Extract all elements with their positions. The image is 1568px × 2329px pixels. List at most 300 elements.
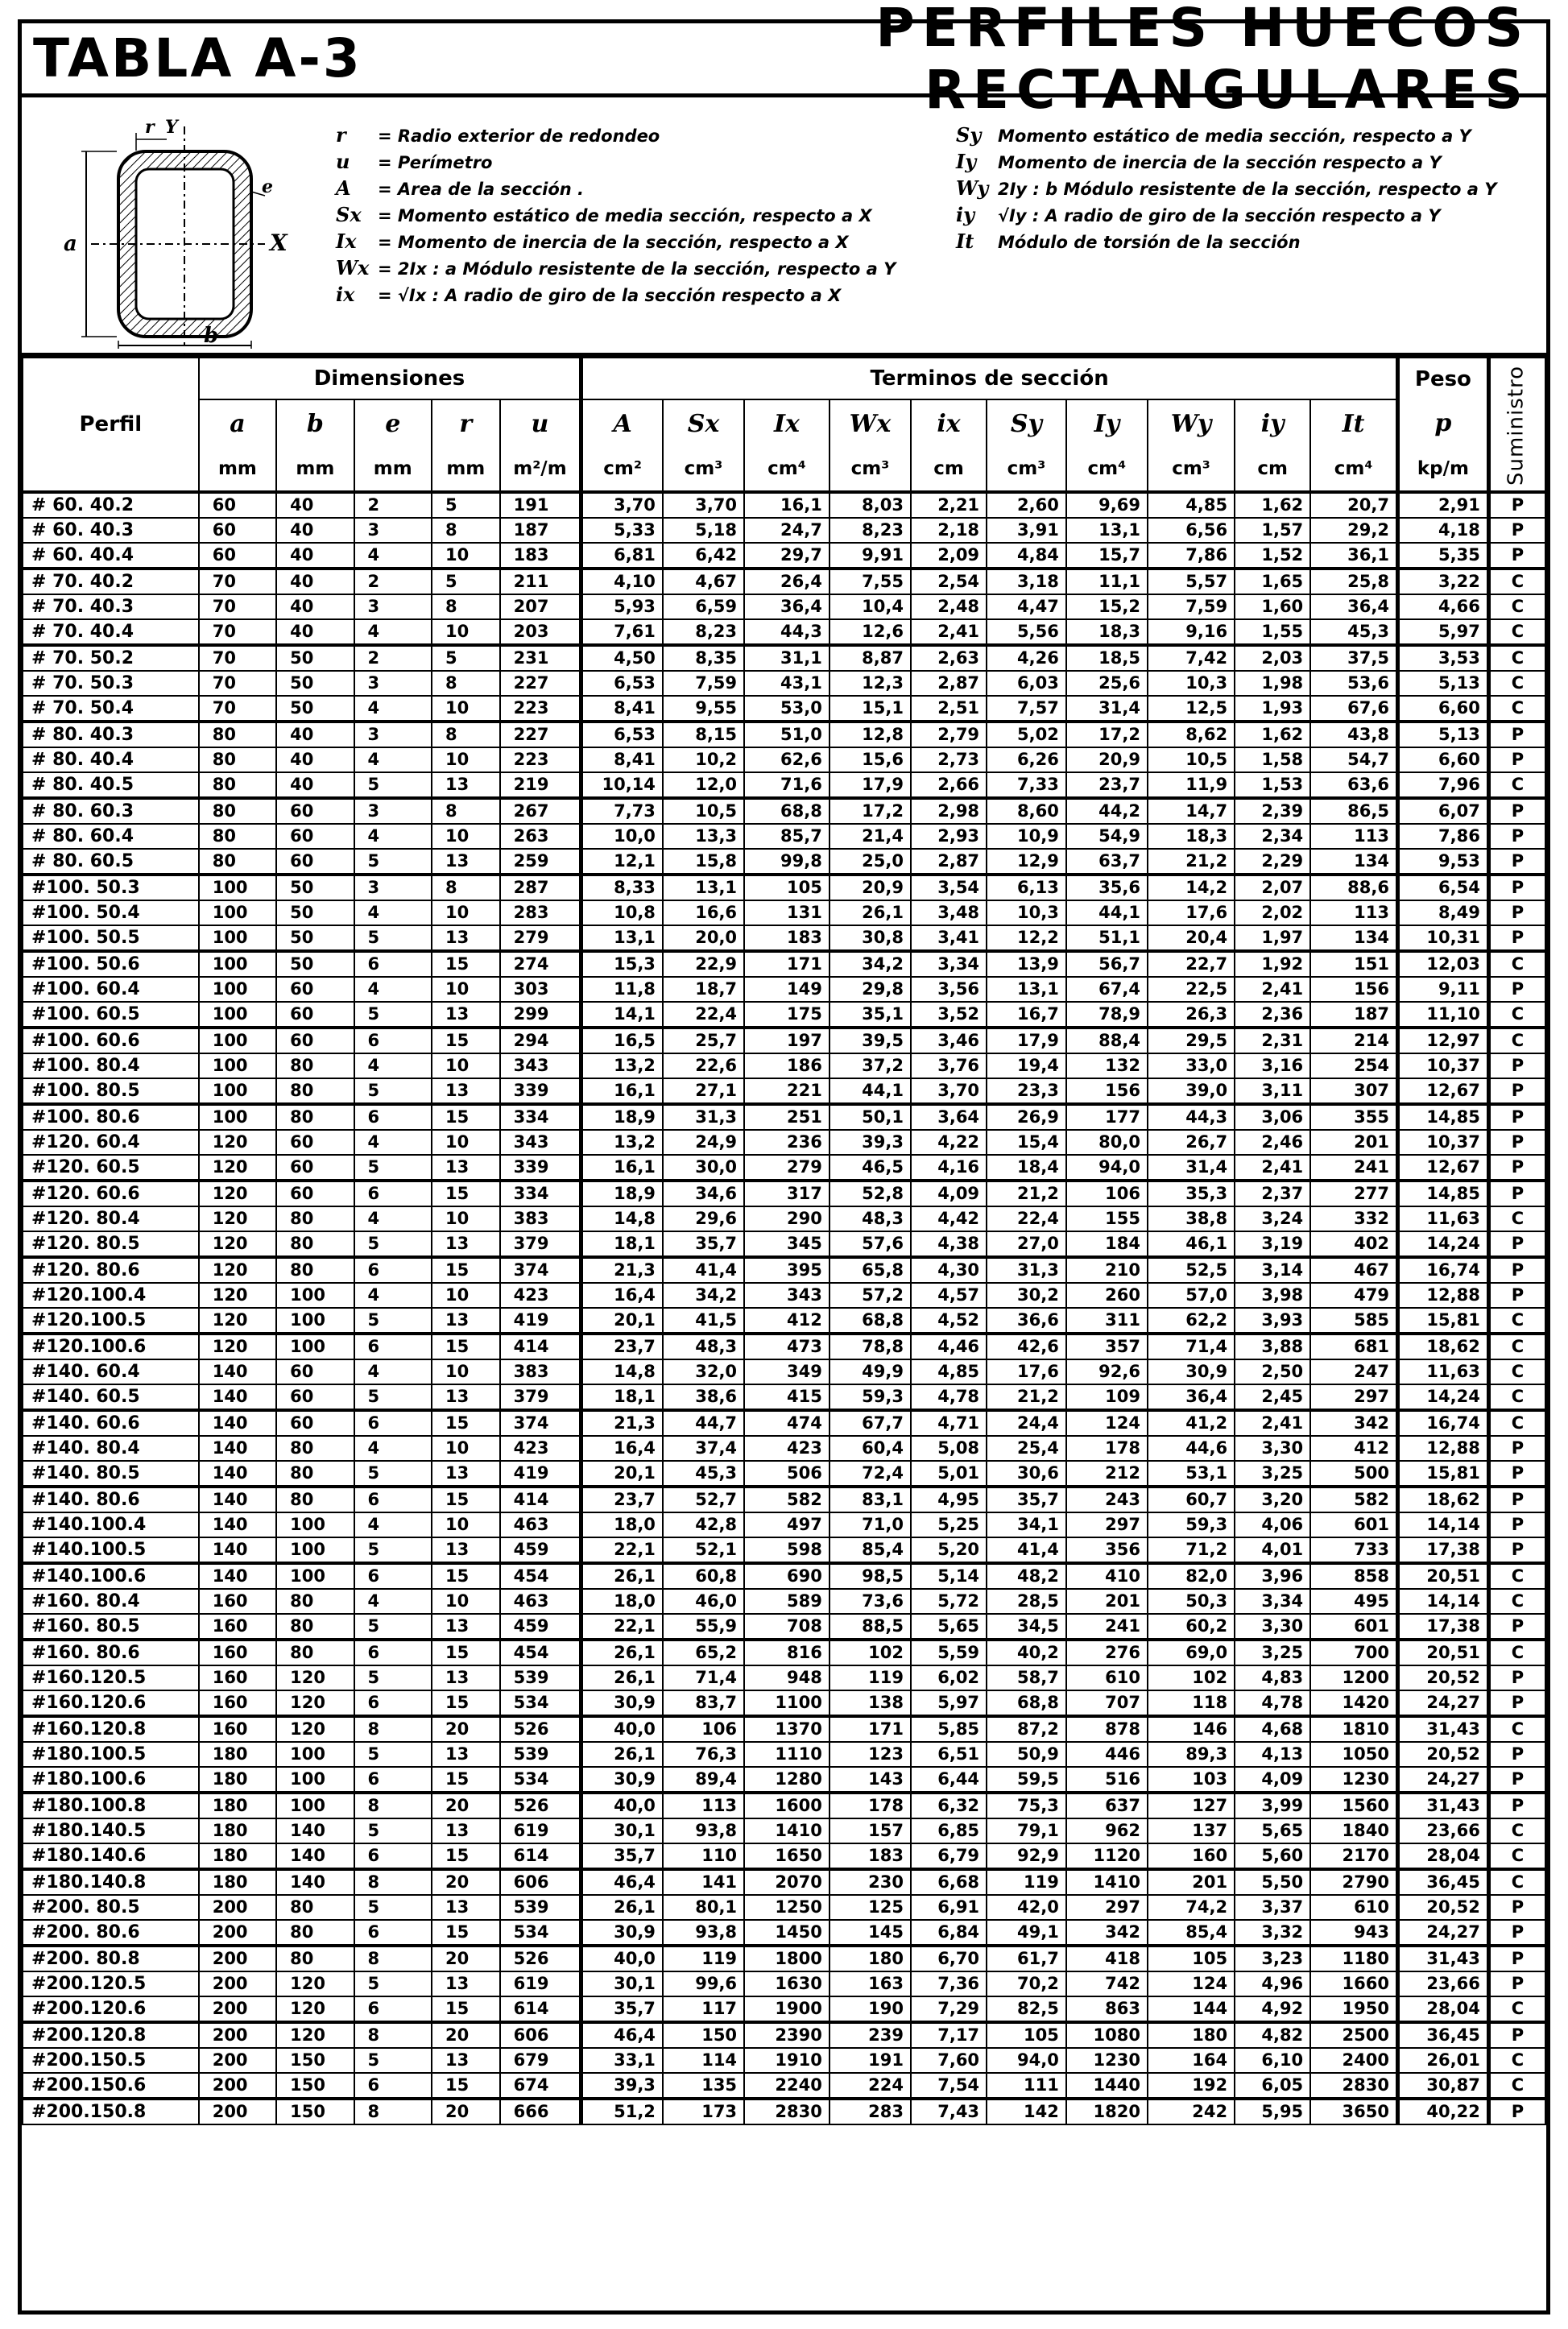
value-cell: 63,6 [1310,772,1397,798]
value-cell: 516 [1066,1767,1148,1793]
value-cell: 160 [199,1640,276,1665]
value-cell: 241 [1310,1155,1397,1181]
value-cell: 9,69 [1066,492,1148,518]
value-cell: 606 [500,2022,581,2048]
value-cell: 223 [500,696,581,722]
value-cell: 5,02 [987,722,1066,747]
value-cell: 3,52 [911,1002,987,1028]
value-cell: 54,7 [1310,747,1397,772]
value-cell: 26,1 [581,1895,663,1920]
value-cell: 4,18 [1397,518,1488,543]
supply-cell: P [1488,1971,1545,1996]
value-cell: 15 [432,1640,500,1665]
value-cell: 173 [663,2099,744,2124]
value-cell: 150 [276,2099,354,2124]
perfil-cell: #200.120.5 [23,1971,199,1996]
value-cell: 5,18 [663,518,744,543]
value-cell: 51,0 [744,722,830,747]
value-cell: 467 [1310,1257,1397,1283]
value-cell: 5 [354,1308,432,1334]
value-cell: 374 [500,1410,581,1436]
value-cell: 2,66 [911,772,987,798]
value-cell: 23,3 [987,1078,1066,1104]
table-row [23,2073,1545,2099]
value-cell: 2 [354,569,432,594]
value-cell: 140 [199,1512,276,1537]
value-cell: 145 [830,1920,911,1946]
value-cell: 5,97 [1397,619,1488,645]
value-cell: 29,2 [1310,518,1397,543]
value-cell: 211 [500,569,581,594]
legend-item: Wy 2Iy : b Módulo resistente de la sección, respecto a Y [956,176,1497,200]
value-cell: 6,53 [581,722,663,747]
value-cell: 1,92 [1235,951,1310,977]
value-cell: 3,25 [1235,1640,1310,1665]
value-cell: 4,68 [1235,1716,1310,1742]
value-cell: 283 [500,900,581,925]
value-cell: 200 [199,1920,276,1946]
value-cell: 29,8 [830,977,911,1002]
value-cell: 180 [199,1843,276,1869]
value-cell: 4 [354,1130,432,1155]
value-cell: 10 [432,1206,500,1231]
value-cell: 10 [432,1283,500,1308]
value-cell: 349 [744,1359,830,1384]
value-cell: 3,93 [1235,1308,1310,1334]
value-cell: 10,9 [987,824,1066,849]
perfil-cell: # 60. 40.3 [23,518,199,543]
perfil-cell: #180.100.5 [23,1742,199,1767]
value-cell: 6,85 [911,1818,987,1843]
value-cell: 20,9 [1066,747,1148,772]
supply-cell: P [1488,1104,1545,1130]
value-cell: 2,31 [1235,1028,1310,1053]
value-cell: 6,81 [581,543,663,569]
value-cell: 31,43 [1397,1793,1488,1818]
value-cell: 8 [354,1946,432,1971]
value-cell: 80 [199,798,276,824]
supply-cell: C [1488,2073,1545,2099]
value-cell: 59,5 [987,1767,1066,1793]
value-cell: 6,03 [987,671,1066,696]
value-cell: 8,23 [663,619,744,645]
value-cell: 10,37 [1397,1130,1488,1155]
value-cell: 120 [276,2022,354,2048]
value-cell: 40 [276,747,354,772]
value-cell: 3,34 [1235,1589,1310,1614]
supply-cell: P [1488,1053,1545,1078]
supply-cell: C [1488,1384,1545,1410]
value-cell: 5 [354,1078,432,1104]
value-cell: 40 [276,543,354,569]
value-cell: 459 [500,1537,581,1563]
value-cell: 80 [276,1946,354,1971]
value-cell: 27,0 [987,1231,1066,1257]
value-cell: 12,2 [987,925,1066,951]
value-cell: 10 [432,977,500,1002]
value-cell: 16,6 [663,900,744,925]
value-cell: 61,7 [987,1946,1066,1971]
supply-cell: C [1488,594,1545,619]
value-cell: 50 [276,900,354,925]
value-cell: 497 [744,1512,830,1537]
value-cell: 160 [199,1589,276,1614]
b-label: b [204,324,219,348]
value-cell: 43,8 [1310,722,1397,747]
value-cell: 92,9 [987,1843,1066,1869]
value-cell: 1910 [744,2048,830,2073]
value-cell: 4,38 [911,1231,987,1257]
value-cell: 38,8 [1148,1206,1235,1231]
value-cell: 948 [744,1665,830,1690]
supply-cell: P [1488,1283,1545,1308]
value-cell: 60 [276,798,354,824]
value-cell: 120 [276,1690,354,1716]
value-cell: 14,14 [1397,1512,1488,1537]
value-cell: 4,46 [911,1334,987,1359]
value-cell: 2170 [1310,1843,1397,1869]
value-cell: 100 [276,1767,354,1793]
value-cell: 26,1 [581,1742,663,1767]
value-cell: 8 [432,722,500,747]
value-cell: 13 [432,1384,500,1410]
value-cell: 50 [276,951,354,977]
value-cell: 36,1 [1310,543,1397,569]
perfil-cell: # 80. 40.5 [23,772,199,798]
value-cell: 183 [830,1843,911,1869]
table-row [23,1461,1545,1487]
value-cell: 4 [354,1512,432,1537]
value-cell: 1420 [1310,1690,1397,1716]
value-cell: 13,9 [987,951,1066,977]
value-cell: 25,4 [987,1436,1066,1461]
value-cell: 41,5 [663,1308,744,1334]
value-cell: 40 [276,594,354,619]
supply-cell: P [1488,1257,1545,1283]
table-row [23,1231,1545,1257]
value-cell: 1200 [1310,1665,1397,1690]
value-cell: 42,6 [987,1334,1066,1359]
value-cell: 3,25 [1235,1461,1310,1487]
value-cell: 20,9 [830,875,911,900]
value-cell: 3,88 [1235,1334,1310,1359]
value-cell: 18,1 [581,1231,663,1257]
value-cell: 68,8 [830,1308,911,1334]
value-cell: 526 [500,1793,581,1818]
value-cell: 149 [744,977,830,1002]
table-number: TABLA A-3 [33,27,362,89]
value-cell: 16,1 [744,492,830,518]
value-cell: 6,05 [1235,2073,1310,2099]
symbol-header: Ix [744,399,830,447]
value-cell: 80 [276,1895,354,1920]
value-cell: 5 [354,1461,432,1487]
value-cell: 80 [199,849,276,875]
value-cell: 9,55 [663,696,744,722]
value-cell: 606 [500,1869,581,1895]
supply-cell: P [1488,722,1545,747]
table-row [23,1537,1545,1563]
value-cell: 276 [1066,1640,1148,1665]
value-cell: 5 [354,925,432,951]
value-cell: 13 [432,1231,500,1257]
value-cell: 4,82 [1235,2022,1310,2048]
table-row [23,1512,1545,1537]
value-cell: 60 [276,1384,354,1410]
value-cell: 44,1 [830,1078,911,1104]
value-cell: 4,16 [911,1155,987,1181]
value-cell: 582 [1310,1487,1397,1512]
value-cell: 80 [199,722,276,747]
value-cell: 463 [500,1512,581,1537]
value-cell: 24,27 [1397,1690,1488,1716]
perfil-cell: #120. 60.4 [23,1130,199,1155]
value-cell: 17,9 [987,1028,1066,1053]
value-cell: 51,2 [581,2099,663,2124]
value-cell: 40 [276,569,354,594]
value-cell: 5,65 [1235,1818,1310,1843]
value-cell: 40 [276,619,354,645]
table-row [23,925,1545,951]
value-cell: 5 [354,2048,432,2073]
value-cell: 6 [354,1104,432,1130]
value-cell: 60 [199,492,276,518]
value-cell: 423 [500,1436,581,1461]
value-cell: 18,62 [1397,1334,1488,1359]
supply-cell: C [1488,671,1545,696]
value-cell: 619 [500,1971,581,1996]
value-cell: 2,36 [1235,1002,1310,1028]
value-cell: 150 [276,2048,354,2073]
value-cell: 412 [744,1308,830,1334]
value-cell: 878 [1066,1716,1148,1742]
value-cell: 119 [987,1869,1066,1895]
value-cell: 94,0 [987,2048,1066,2073]
value-cell: 80,1 [663,1895,744,1920]
value-cell: 21,3 [581,1410,663,1436]
value-cell: 4 [354,619,432,645]
value-cell: 4,50 [581,645,663,671]
value-cell: 13 [432,1895,500,1920]
value-cell: 60,4 [830,1436,911,1461]
value-cell: 339 [500,1078,581,1104]
value-cell: 1,53 [1235,772,1310,798]
value-cell: 180 [199,1793,276,1818]
value-cell: 3,18 [987,569,1066,594]
value-cell: 35,6 [1066,875,1148,900]
value-cell: 4,26 [987,645,1066,671]
value-cell: 100 [276,1537,354,1563]
value-cell: 3,20 [1235,1487,1310,1512]
value-cell: 22,1 [581,1614,663,1640]
value-cell: 38,6 [663,1384,744,1410]
value-cell: 156 [1310,977,1397,1002]
table-row [23,1971,1545,1996]
value-cell: 13 [432,1742,500,1767]
value-cell: 13 [432,1461,500,1487]
value-cell: 4,06 [1235,1512,1310,1537]
value-cell: 3,48 [911,900,987,925]
value-cell: 46,4 [581,2022,663,2048]
value-cell: 50,1 [830,1104,911,1130]
supply-cell: C [1488,1359,1545,1384]
table-row [23,1640,1545,1665]
value-cell: 60,8 [663,1563,744,1589]
value-cell: 1560 [1310,1793,1397,1818]
value-cell: 1,58 [1235,747,1310,772]
value-cell: 100 [276,1742,354,1767]
symbol-header: e [354,399,432,447]
table-wrap [22,357,1546,2310]
value-cell: 10,2 [663,747,744,772]
value-cell: 6,68 [911,1869,987,1895]
value-cell: 26,3 [1148,1002,1235,1028]
perfil-cell: #100. 50.6 [23,951,199,977]
symbol-header: r [432,399,500,447]
value-cell: 100 [199,1002,276,1028]
value-cell: 274 [500,951,581,977]
value-cell: 18,9 [581,1104,663,1130]
value-cell: 60 [276,977,354,1002]
value-cell: 60 [276,1410,354,1436]
supply-cell: C [1488,1843,1545,1869]
table-row [23,1334,1545,1359]
supply-cell: P [1488,747,1545,772]
value-cell: 75,3 [987,1793,1066,1818]
value-cell: 13,1 [987,977,1066,1002]
value-cell: 79,1 [987,1818,1066,1843]
value-cell: 26,1 [830,900,911,925]
table-row [23,824,1545,849]
value-cell: 23,66 [1397,1818,1488,1843]
value-cell: 5,13 [1397,671,1488,696]
table-row [23,1028,1545,1053]
value-cell: 260 [1066,1283,1148,1308]
value-cell: 46,5 [830,1155,911,1181]
value-cell: 463 [500,1589,581,1614]
table-row [23,1130,1545,1155]
value-cell: 15 [432,1920,500,1946]
value-cell: 343 [744,1283,830,1308]
value-cell: 419 [500,1461,581,1487]
value-cell: 120 [199,1155,276,1181]
table-row [23,1257,1545,1283]
supply-cell: P [1488,492,1545,518]
value-cell: 3,30 [1235,1614,1310,1640]
value-cell: 200 [199,2048,276,2073]
value-cell: 610 [1066,1665,1148,1690]
value-cell: 962 [1066,1818,1148,1843]
value-cell: 3,16 [1235,1053,1310,1078]
value-cell: 5 [354,1537,432,1563]
value-cell: 40,0 [581,1946,663,1971]
value-cell: 40 [276,722,354,747]
value-cell: 5,93 [581,594,663,619]
value-cell: 120 [199,1206,276,1231]
supply-cell: P [1488,925,1545,951]
value-cell: 4,30 [911,1257,987,1283]
table-row [23,1614,1545,1640]
value-cell: 52,5 [1148,1257,1235,1283]
symbol-header: Wy [1148,399,1235,447]
value-cell: 63,7 [1066,849,1148,875]
value-cell: 34,2 [830,951,911,977]
perfil-cell: #120. 80.6 [23,1257,199,1283]
value-cell: 50 [276,875,354,900]
value-cell: 87,2 [987,1716,1066,1742]
value-cell: 379 [500,1231,581,1257]
value-cell: 51,1 [1066,925,1148,951]
supply-cell: P [1488,1436,1545,1461]
value-cell: 29,5 [1148,1028,1235,1053]
value-cell: 12,67 [1397,1078,1488,1104]
perfil-cell: #160. 80.4 [23,1589,199,1614]
value-cell: 12,6 [830,619,911,645]
value-cell: 9,11 [1397,977,1488,1002]
value-cell: 8,23 [830,518,911,543]
perfil-cell: #120. 80.4 [23,1206,199,1231]
value-cell: 18,7 [663,977,744,1002]
value-cell: 10 [432,1130,500,1155]
perfil-cell: # 70. 50.3 [23,671,199,696]
value-cell: 100 [199,875,276,900]
value-cell: 37,4 [663,1436,744,1461]
value-cell: 44,3 [744,619,830,645]
value-cell: 1600 [744,1793,830,1818]
value-cell: 3,37 [1235,1895,1310,1920]
table-row [23,1384,1545,1410]
value-cell: 22,4 [663,1002,744,1028]
value-cell: 4,09 [1235,1767,1310,1793]
value-cell: 1,60 [1235,594,1310,619]
supply-cell: C [1488,1716,1545,1742]
value-cell: 10,0 [581,824,663,849]
value-cell: 160 [1148,1843,1235,1869]
value-cell: 100 [199,1053,276,1078]
value-cell: 267 [500,798,581,824]
value-cell: 13 [432,925,500,951]
value-cell: 21,2 [987,1384,1066,1410]
supply-cell: C [1488,2048,1545,2073]
value-cell: 1810 [1310,1716,1397,1742]
value-cell: 7,59 [1148,594,1235,619]
value-cell: 76,3 [663,1742,744,1767]
value-cell: 1,62 [1235,722,1310,747]
value-cell: 6 [354,1690,432,1716]
value-cell: 15 [432,1104,500,1130]
value-cell: 4 [354,900,432,925]
value-cell: 8,41 [581,696,663,722]
value-cell: 60 [276,1002,354,1028]
value-cell: 2,39 [1235,798,1310,824]
value-cell: 30,1 [581,1818,663,1843]
value-cell: 24,27 [1397,1920,1488,1946]
value-cell: 3 [354,518,432,543]
value-cell: 3 [354,798,432,824]
perfil-cell: # 60. 40.2 [23,492,199,518]
value-cell: 279 [500,925,581,951]
value-cell: 4 [354,824,432,849]
value-cell: 160 [199,1690,276,1716]
unit-header: mm [276,447,354,492]
value-cell: 1,65 [1235,569,1310,594]
value-cell: 28,04 [1397,1996,1488,2022]
table-row [23,1818,1545,1843]
value-cell: 82,5 [987,1996,1066,2022]
value-cell: 93,8 [663,1818,744,1843]
value-cell: 30,1 [581,1971,663,1996]
x-axis-label: X [270,230,288,256]
